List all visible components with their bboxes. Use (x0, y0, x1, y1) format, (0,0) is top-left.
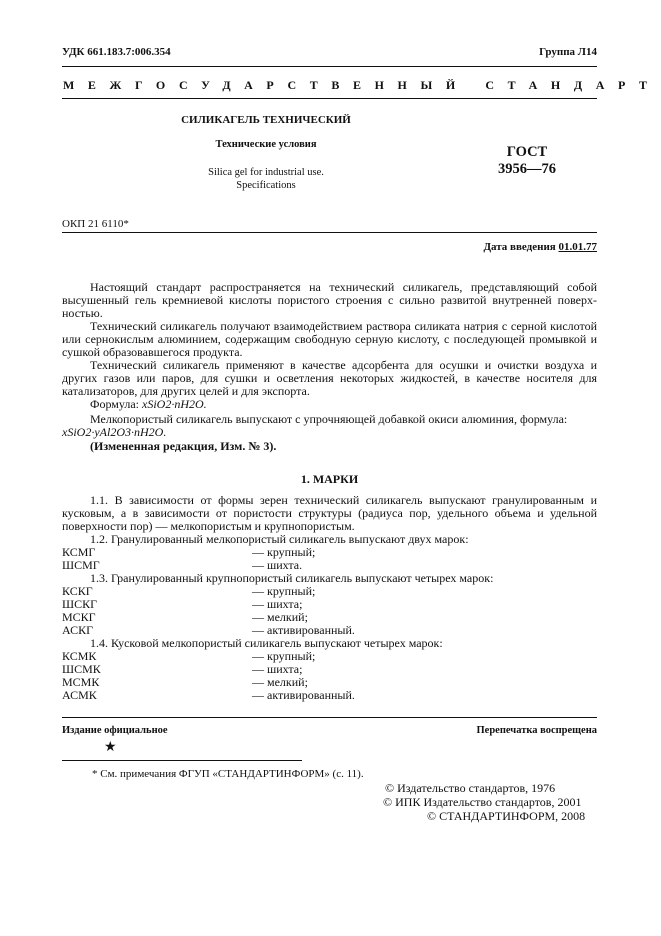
english-title-line2: Specifications (236, 180, 296, 191)
intro-date-label: Дата введения (483, 241, 556, 253)
okp-rule (62, 232, 597, 233)
intro-paragraph-1: Настоящий стандарт распространяется на технический силикагель, представляющий собой высушенный гель кремниевой кислоты пористого строения с сильно развитой внутренней поверх-ностью. (62, 280, 597, 320)
intro-date (483, 241, 597, 253)
english-title-line1: Silica gel for industrial use. (208, 167, 324, 178)
section-heading-marks: 1. МАРКИ (300, 472, 359, 486)
header-bottom-rule (62, 98, 597, 99)
copyright-1976: © Издательство стандартов, 1976 (385, 781, 556, 795)
document-title: СИЛИКАГЕЛЬ ТЕХНИЧЕСКИЙ (181, 114, 351, 126)
mark-code: КСМК (62, 649, 97, 663)
mark-description: — шихта; (252, 597, 303, 611)
mark-code: КСМГ (62, 545, 96, 559)
intro-date-value: 01.01.77 (558, 241, 597, 253)
reprint-prohibited: Перепечатка воспрещена (476, 725, 597, 736)
official-edition: Издание официальное (62, 725, 168, 736)
revision-note: (Измененная редакция, Изм. № 3). (90, 439, 277, 453)
mark-code: МСМК (62, 675, 100, 689)
mark-description: — шихта; (252, 662, 303, 676)
mark-description: — крупный; (252, 649, 316, 663)
udk-code: УДК 661.183.7:006.354 (62, 46, 171, 58)
copyright-2001: © ИПК Издательство стандартов, 2001 (383, 795, 582, 809)
document-subtitle: Технические условия (215, 139, 317, 150)
gost-label: ГОСТ (506, 144, 548, 160)
intro-paragraph-3: Технический силикагель применяют в качестве адсорбента для осушки и очистки воздуха и других газов или паров, для сушки и осветления некоторых жидкостей, в качестве носителя для катализаторов, для других целей и для экспорта. (62, 358, 597, 398)
mark-code: ШСМГ (62, 558, 100, 572)
footnote-rule (62, 760, 302, 761)
footer-rule (62, 717, 597, 718)
clause-1-2: 1.2. Гранулированный мелкопористый силикагель выпускают двух марок: (90, 532, 469, 546)
footnote: * См. примечания ФГУП «СТАНДАРТИНФОРМ» (с. 11). (92, 768, 364, 780)
formula-label: Формула: (90, 397, 140, 411)
mark-code: КСКГ (62, 584, 93, 598)
mark-description: — мелкий; (252, 610, 308, 624)
mark-description: — шихта. (252, 558, 303, 572)
mark-description: — мелкий; (252, 675, 308, 689)
mark-description: — активированный. (252, 688, 355, 702)
okp-code: ОКП 21 6110* (62, 218, 129, 230)
mark-code: МСКГ (62, 610, 96, 624)
mark-description: — крупный; (252, 545, 316, 559)
mark-code: ШСМК (62, 662, 101, 676)
intro-paragraph-2: Технический силикагель получают взаимодействием раствора силиката натрия с серной кислотой или сернокислым алюминием, содержащим свободную серную кислоту, с последующей промывкой и сушкой образовавшегося продукта. (62, 319, 597, 359)
formula-line (62, 398, 597, 411)
group-code: Группа Л14 (539, 46, 597, 58)
gost-number: 3956—76 (498, 161, 556, 177)
standard-banner: МЕЖГОСУДАРСТВЕННЫЙ СТАНДАРТ (63, 78, 661, 92)
mark-code: АСКГ (62, 623, 94, 637)
clause-1-3: 1.3. Гранулированный крупнопористый силикагель выпускают четырех марок: (90, 571, 494, 585)
mark-code: ШСКГ (62, 597, 98, 611)
mark-description: — активированный. (252, 623, 355, 637)
star-mark: ★ (104, 740, 117, 755)
clause-1-4: 1.4. Кусковой мелкопористый силикагель выпускают четырех марок: (90, 636, 443, 650)
clause-1-1: 1.1. В зависимости от формы зерен технический силикагель выпускают гранулированным и кусковым, а в зависимости от пористости структуры (радиуса пор, удельного объема и удельной поверхности пор) — мелкопористым и крупнопористым. (62, 493, 597, 533)
mark-description: — крупный; (252, 584, 316, 598)
intro-paragraph-5: Мелкопористый силикагель выпускают с упрочняющей добавкой окиси алюминия, формула: (90, 412, 568, 426)
formula: xSiO2·nH2O. (142, 397, 207, 411)
mark-code: АСМК (62, 688, 97, 702)
header-top-rule (62, 66, 597, 67)
copyright-2008: © СТАНДАРТИНФОРМ, 2008 (427, 809, 586, 823)
formula-alumina: xSiO2·yAl2O3·nH2O. (62, 425, 167, 439)
